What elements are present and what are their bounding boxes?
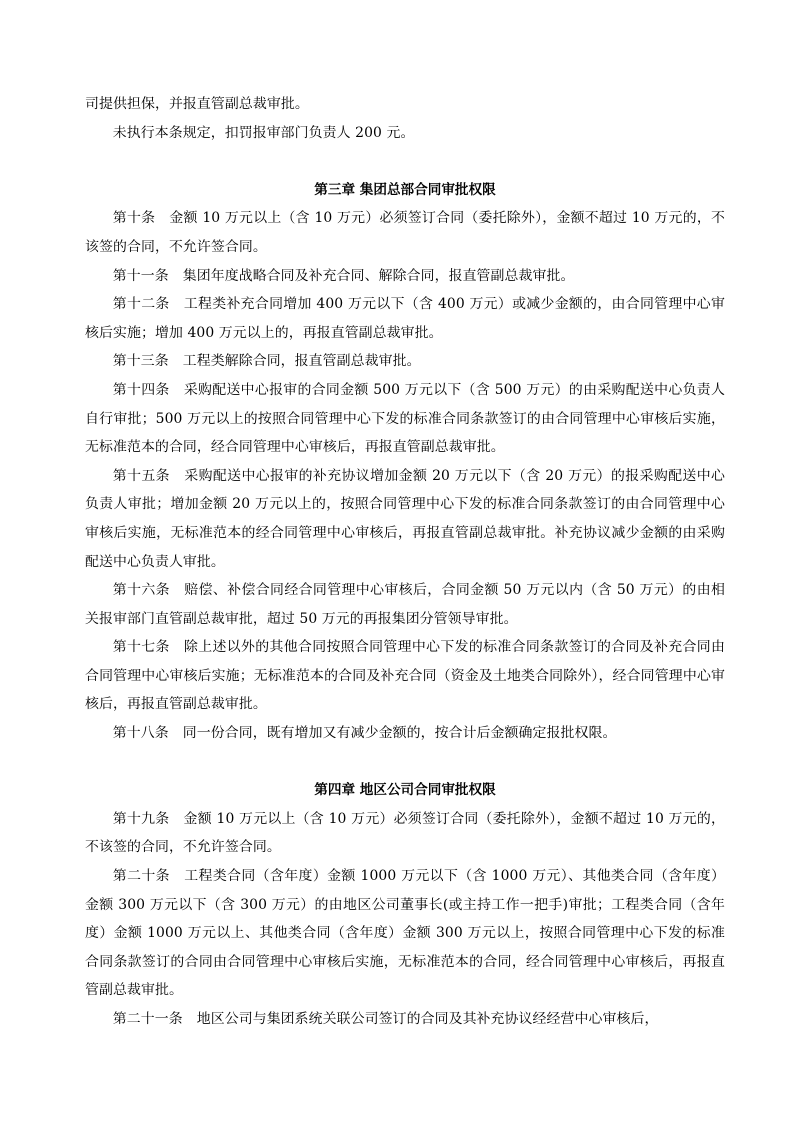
article-16: 第十六条 赔偿、补偿合同经合同管理中心审核后，合同金额 50 万元以内（含 50 万元）的由相关报审部门直管副总裁审批，超过 50 万元的再报集团分管领导审批。 — [85, 582, 725, 627]
paragraph-penalty: 未执行本条规定，扣罚报审部门负责人 200 元。 — [112, 124, 415, 141]
chapter-4-title: 第四章 地区公司合同审批权限 — [314, 782, 496, 799]
article-21: 第二十一条 地区公司与集团系统关联公司签订的合同及其补充协议经经营中心审核后， — [112, 1011, 659, 1027]
article-15: 第十五条 采购配送中心报审的补充协议增加金额 20 万元以下（含 20 万元）的报采购配送中心负责人审批；增加金额 20 万元以上的，按照合同管理中心下发的标准合同条款签订的由合同管理中心审核后实施，无标准范本的经合同管理中心审核后，再报直管副总裁审批。补充协议减少金额的由采购配送中心负责人审批。 — [85, 467, 725, 570]
article-14: 第十四条 采购配送中心报审的合同金额 500 万元以下（含 500 万元）的由采购配送中心负责人自行审批；500 万元以上的按照合同管理中心下发的标准合同条款签订的由合同管理中心审核后实施，无标准范本的合同，经合同管理中心审核后，再报直管副总裁审批。 — [85, 381, 725, 456]
article-20: 第二十条 工程类合同（含年度）金额 1000 万元以下（含 1000 万元）、其他类合同（含年度）金额 300 万元以下（含 300 万元）的由地区公司董事长(或主持工作一把手)审批；工程类合同（含年度）金额 1000 万元以上、其他类合同（含年度）金额 300 万元以上，按照合同管理中心下发的标准合同条款签订的合同由合同管理中心审核后实施，无标准范本的合同，经合同管理中心审核后，再报直管副总裁审批。 — [85, 868, 725, 999]
article-19: 第十九条 金额 10 万元以上（含 10 万元）必须签订合同（委托除外），金额不超过 10 万元的，不该签的合同，不允许签合同。 — [85, 810, 725, 856]
chapter-3-title: 第三章 集团总部合同审批权限 — [314, 181, 496, 198]
article-10: 第十条 金额 10 万元以上（含 10 万元）必须签订合同（委托除外），金额不超过 10 万元的，不该签的合同，不允许签合同。 — [85, 210, 725, 255]
section-gap — [85, 147, 725, 176]
paragraph-continuation: 司提供担保，并报直管副总裁审批。 — [85, 96, 309, 112]
article-18: 第十八条 同一份合同，既有增加又有减少金额的，按合计后金额确定报批权限。 — [112, 725, 617, 742]
article-11: 第十一条 集团年度战略合同及补充合同、解除合同，报直管副总裁审批。 — [112, 267, 575, 284]
document-body — [85, 90, 725, 1034]
article-17: 第十七条 除上述以外的其他合同按照合同管理中心下发的标准合同条款签订的合同及补充合同由合同管理中心审核后实施；无标准范本的合同及补充合同（资金及土地类合同除外），经合同管理中心审核后，再报直管副总裁审批。 — [85, 639, 725, 713]
article-13: 第十三条 工程类解除合同，报直管副总裁审批。 — [112, 353, 421, 370]
article-12: 第十二条 工程类补充合同增加 400 万元以下（含 400 万元）或减少金额的，由合同管理中心审核后实施；增加 400 万元以上的，再报直管副总裁审批。 — [85, 296, 725, 341]
section-gap — [85, 748, 725, 777]
